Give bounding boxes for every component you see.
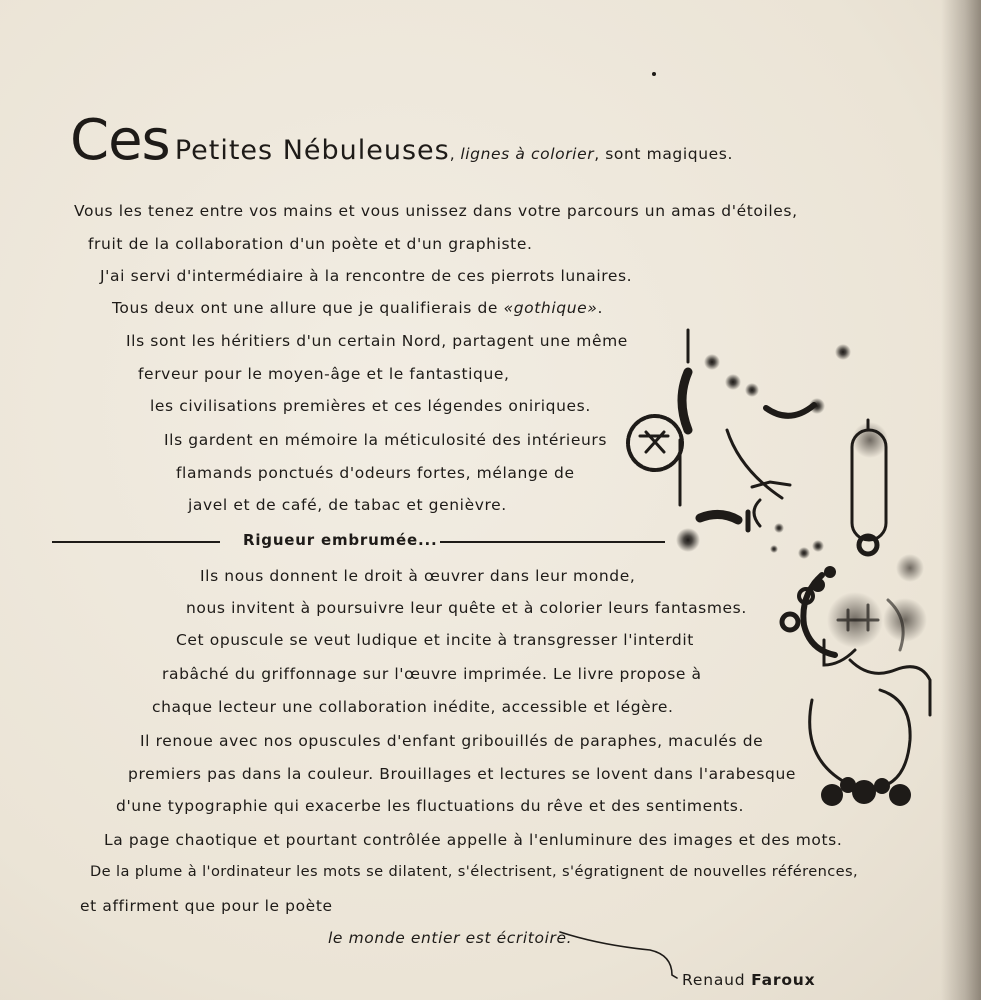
title-italic: lignes à colorier: [460, 145, 595, 163]
p2-line-5: chaque lecteur une collaboration inédite, accessible et légère.: [152, 698, 674, 716]
p2-line-3: Cet opuscule se veut ludique et incite à transgresser l'interdit: [176, 631, 694, 649]
p2-line-1: Ils nous donnent le droit à œuvrer dans leur monde,: [200, 567, 636, 585]
p2-line-11: et affirment que pour le poète: [80, 897, 333, 915]
p1-line-9: flamands ponctués d'odeurs fortes, mélange de: [176, 464, 575, 482]
p2-line-4: rabâché du griffonnage sur l'œuvre imprimée. Le livre propose à: [162, 665, 702, 683]
subheading: Rigueur embrumée...: [243, 531, 438, 549]
p1-line-8: Ils gardent en mémoire la méticulosité des intérieurs: [164, 431, 608, 449]
p1-line-6: ferveur pour le moyen-âge et le fantastique,: [138, 365, 510, 383]
p1-line-1: Vous les tenez entre vos mains et vous unissez dans votre parcours un amas d'étoiles,: [74, 202, 798, 220]
p1-line-10: javel et de café, de tabac et genièvre.: [188, 496, 507, 514]
title-petites-nebuleuses: Petites Nébuleuses: [174, 135, 450, 166]
author-first-name: Renaud: [682, 971, 746, 989]
p1-line-3: J'ai servi d'intermédiaire à la rencontre de ces pierrots lunaires.: [100, 267, 633, 285]
p2-line-10: De la plume à l'ordinateur les mots se dilatent, s'électrisent, s'égratignent de nouvelles références,: [90, 863, 859, 880]
ink-speck: [652, 72, 656, 76]
p1-line-4-text: Tous deux ont une allure que je qualifierais de: [112, 299, 499, 317]
p1-line-7: les civilisations premières et ces légendes oniriques.: [150, 397, 591, 415]
closing-line: le monde entier est écritoire.: [328, 929, 573, 947]
title-comma: ,: [449, 145, 456, 163]
p2-line-6: Il renoue avec nos opuscules d'enfant gribouillés de paraphes, maculés de: [140, 732, 764, 750]
title-rest: , sont magiques.: [594, 145, 733, 163]
p1-line-5: Ils sont les héritiers d'un certain Nord, partagent une même: [126, 332, 628, 350]
binding-shadow: [941, 0, 981, 1000]
gothique-end: .: [597, 299, 603, 317]
p2-line-7: premiers pas dans la couleur. Brouillages et lectures se lovent dans l'arabesque: [128, 765, 797, 783]
p2-line-8: d'une typographie qui exacerbe les fluctuations du rêve et des sentiments.: [116, 797, 745, 815]
gothique-word: «gothique»: [503, 299, 598, 317]
author-last-name: Faroux: [751, 971, 816, 989]
title-ces: Ces: [70, 108, 170, 173]
p1-line-2: fruit de la collaboration d'un poète et d'un graphiste.: [88, 235, 533, 253]
p2-line-9: La page chaotique et pourtant contrôlée appelle à l'enluminure des images et des mots.: [104, 831, 843, 849]
p2-line-2: nous invitent à poursuivre leur quête et à colorier leurs fantasmes.: [186, 599, 747, 617]
